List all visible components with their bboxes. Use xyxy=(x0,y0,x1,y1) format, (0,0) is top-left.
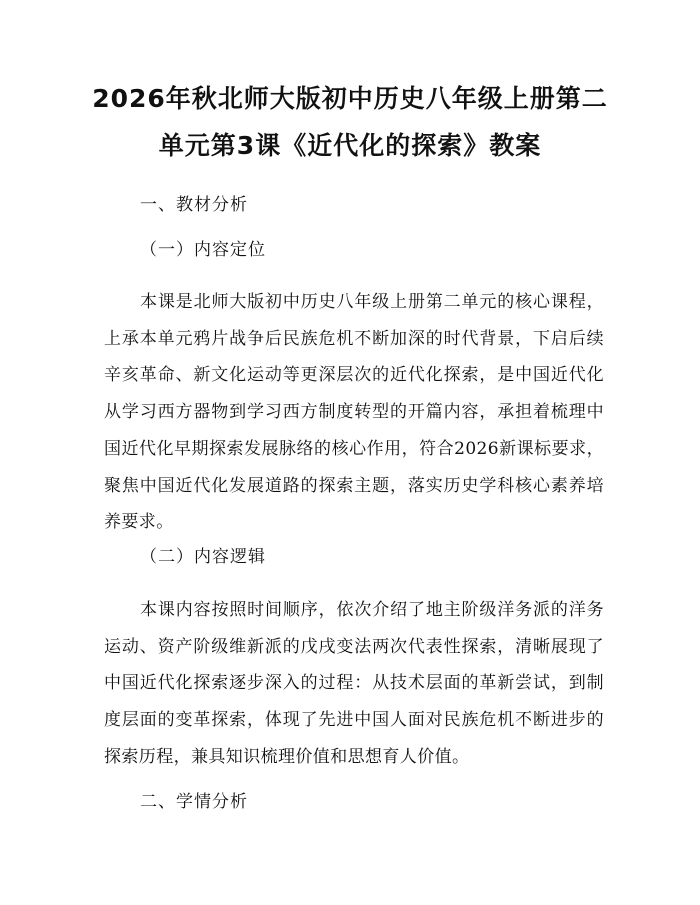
subheading-content-positioning: （一）内容定位 xyxy=(140,240,266,260)
paragraph-content-logic: 本课内容按照时间顺序，依次介绍了地主阶级洋务派的洋务运动、资产阶级维新派的戊戌变法两次代表性探索，清晰展现了中国近代化探索逐步深入的过程：从技术层面的革新尝试，到制度层面的变革探索，体现了先进中国人面对民族危机不断进步的探索历程，兼具知识梳理价值和思想育人价值。 xyxy=(104,600,604,767)
subheading-content-logic: （二）内容逻辑 xyxy=(140,547,266,567)
paragraph-content-positioning: 本课是北师大版初中历史八年级上册第二单元的核心课程，上承本单元鸦片战争后民族危机不断加深的时代背景，下启后续辛亥革命、新文化运动等更深层次的近代化探索，是中国近代化从学习西方器物到学习西方制度转型的开篇内容，承担着梳理中国近代化早期探索发展脉络的核心作用，符合2026新课标要求，聚焦中国近代化发展道路的探索主题，落实历史学科核心素养培养要求。 xyxy=(104,292,604,533)
document-title-line-1: 2026年秋北师大版初中历史八年级上册第二 xyxy=(92,84,608,113)
section-heading-student-analysis: 二、学情分析 xyxy=(140,792,248,812)
document-title-line-2: 单元第3课《近代化的探索》教案 xyxy=(158,131,542,160)
section-heading-textbook-analysis: 一、教材分析 xyxy=(140,195,248,215)
